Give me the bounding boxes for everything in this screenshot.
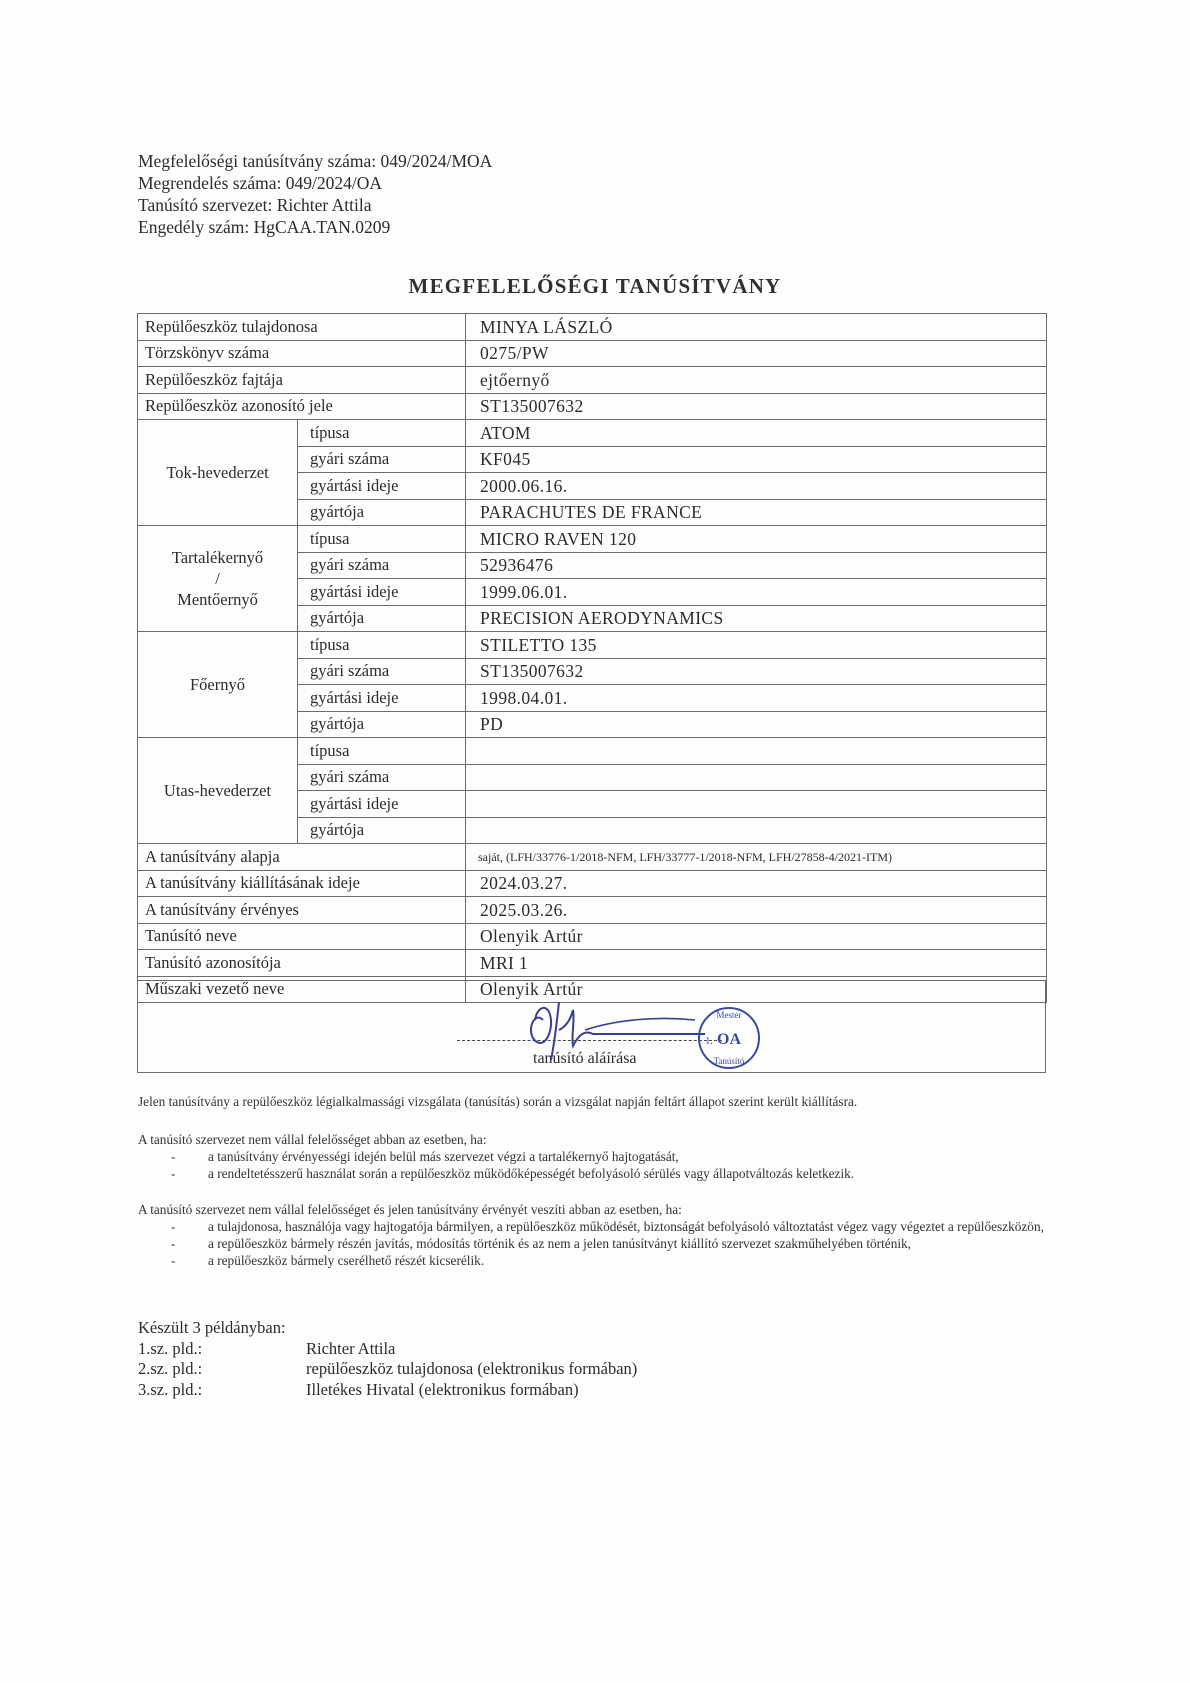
- row-value: 1998.04.01.: [466, 685, 1047, 712]
- row-value: STILETTO 135: [466, 632, 1047, 659]
- sub-label: gyártási ideje: [298, 579, 466, 606]
- row-value: [466, 738, 1047, 765]
- row-label: A tanúsítvány kiállításának ideje: [138, 870, 466, 897]
- list-dash: -: [171, 1253, 176, 1268]
- stamp-text-top: Mester: [716, 1010, 742, 1020]
- paragraph-liability-1: [138, 1131, 1058, 1182]
- row-value: Olenyik Artúr: [466, 923, 1047, 950]
- copy-row: [138, 1379, 579, 1401]
- stamp-text-bottom: Tanúsító: [713, 1056, 745, 1066]
- row-label: Tanúsító neve: [138, 923, 466, 950]
- list-item: [138, 1252, 1058, 1269]
- row-label: Törzskönyv száma: [138, 340, 466, 367]
- certificate-number: Megfelelőségi tanúsítvány száma: 049/2024/MOA: [138, 151, 493, 171]
- copy-label: 2.sz. pld.:: [138, 1359, 203, 1378]
- sub-label: gyártója: [298, 499, 466, 526]
- list-item: [138, 1148, 1058, 1165]
- table-row: [138, 314, 1047, 341]
- list-item: [138, 1235, 1058, 1252]
- official-stamp: [683, 1004, 775, 1074]
- stamp-number: 1.: [705, 1036, 713, 1047]
- sub-label: típusa: [298, 738, 466, 765]
- certifying-organization: Tanúsító szervezet: Richter Attila: [138, 195, 372, 215]
- row-value: ejtőernyő: [466, 367, 1047, 394]
- sub-label: gyári száma: [298, 658, 466, 685]
- row-value: [466, 791, 1047, 818]
- copies-section: [138, 1318, 638, 1400]
- row-label: Repülőeszköz tulajdonosa: [138, 314, 466, 341]
- table-row: [138, 738, 1047, 765]
- paragraph-liability-2: [138, 1201, 1058, 1269]
- copy-recipient: Richter Attila: [306, 1338, 396, 1358]
- list-item: [138, 1165, 1058, 1182]
- row-value: 2025.03.26.: [466, 897, 1047, 924]
- table-row: [138, 367, 1047, 394]
- copies-intro: Készült 3 példányban:: [138, 1318, 286, 1337]
- table-row: [138, 632, 1047, 659]
- row-value: 2000.06.16.: [466, 473, 1047, 500]
- list-item-text: a repülőeszköz bármely cserélhető részét kicserélik.: [208, 1253, 485, 1268]
- row-value: 52936476: [466, 552, 1047, 579]
- table-row: [138, 526, 1047, 553]
- license-number: Engedély szám: HgCAA.TAN.0209: [138, 217, 391, 237]
- row-label: A tanúsítvány érvényes: [138, 897, 466, 924]
- document-title: MEGFELELŐSÉGI TANÚSÍTVÁNY: [408, 274, 782, 298]
- copy-label: 3.sz. pld.:: [138, 1379, 203, 1399]
- paragraph-validity: Jelen tanúsítvány a repülőeszköz légialkalmassági vizsgálata (tanúsítás) során a vizsgálat napján feltárt állapot szerint került kiállításra.: [138, 1094, 858, 1109]
- group-label-line: /: [215, 569, 220, 588]
- list-item-text: a rendeltetésszerű használat során a repülőeszköz működőképességét befolyásoló sérülés vagy állapotváltozás keletkezik.: [208, 1166, 855, 1181]
- table-row: [138, 897, 1047, 924]
- row-value: ST135007632: [466, 393, 1047, 420]
- row-value: 2024.03.27.: [466, 870, 1047, 897]
- row-value: [466, 764, 1047, 791]
- copy-label: 1.sz. pld.:: [138, 1338, 203, 1358]
- row-value: PD: [466, 711, 1047, 738]
- table-row: [138, 420, 1047, 447]
- group-label-line: Tartalékernyő: [171, 548, 264, 567]
- row-value: PRECISION AERODYNAMICS: [466, 605, 1047, 632]
- table-row: [138, 950, 1047, 977]
- sub-label: típusa: [298, 420, 466, 447]
- row-value: MRI 1: [466, 950, 1047, 977]
- order-number: Megrendelés száma: 049/2024/OA: [138, 173, 382, 193]
- sub-label: gyári száma: [298, 764, 466, 791]
- row-value: MINYA LÁSZLÓ: [466, 314, 1047, 341]
- table-row: [138, 923, 1047, 950]
- row-label: Műszaki vezető neve: [138, 976, 466, 1003]
- group-label-harness-container: Tok-hevederzet: [138, 420, 298, 526]
- row-label: Repülőeszköz fajtája: [138, 367, 466, 394]
- table-row: [138, 870, 1047, 897]
- stamp-center: OA: [717, 1031, 741, 1048]
- row-value: ATOM: [466, 420, 1047, 447]
- list-dash: -: [171, 1149, 176, 1164]
- group-label-line: Mentőernyő: [177, 590, 258, 609]
- copy-recipient: Illetékes Hivatal (elektronikus formában): [306, 1379, 579, 1399]
- list-item-text: a repülőeszköz bármely részén javítás, módosítás történik és az nem a jelen tanúsítványt kiállító szervezet szakműhelyében történik,: [208, 1236, 912, 1251]
- table-row: [138, 844, 1047, 871]
- sub-label: gyártója: [298, 605, 466, 632]
- row-value: PARACHUTES DE FRANCE: [466, 499, 1047, 526]
- copy-recipient: repülőeszköz tulajdonosa (elektronikus formában): [306, 1359, 638, 1378]
- row-label: Repülőeszköz azonosító jele: [138, 393, 466, 420]
- sub-label: gyártója: [298, 817, 466, 844]
- certificate-header: [138, 150, 492, 238]
- list-dash: -: [171, 1219, 176, 1234]
- copy-row: [138, 1338, 396, 1360]
- sub-label: gyári száma: [298, 552, 466, 579]
- row-value: MICRO RAVEN 120: [466, 526, 1047, 553]
- group-label-passenger-harness: Utas-hevederzet: [138, 738, 298, 844]
- signature-caption: tanúsító aláírása: [533, 1050, 637, 1067]
- sub-label: típusa: [298, 526, 466, 553]
- table-row: [138, 340, 1047, 367]
- sub-label: gyártási ideje: [298, 791, 466, 818]
- group-label-reserve-parachute: [138, 526, 298, 632]
- list-dash: -: [171, 1166, 176, 1181]
- row-label: A tanúsítvány alapja: [138, 844, 466, 871]
- row-value: saját, (LFH/33776-1/2018-NFM, LFH/33777-1/2018-NFM, LFH/27858-4/2021-ITM): [466, 844, 1047, 871]
- list-item: [138, 1218, 1058, 1235]
- sub-label: gyártási ideje: [298, 473, 466, 500]
- list-item-text: a tanúsítvány érvényességi idején belül más szervezet végzi a tartalékernyő hajtogatását,: [208, 1149, 679, 1164]
- row-value: ST135007632: [466, 658, 1047, 685]
- row-label: Tanúsító azonosítója: [138, 950, 466, 977]
- certificate-table: [137, 313, 1047, 1003]
- row-value: KF045: [466, 446, 1047, 473]
- group-label-main-parachute: Főernyő: [138, 632, 298, 738]
- row-value: 0275/PW: [466, 340, 1047, 367]
- paragraph-intro: A tanúsító szervezet nem vállal felelősséget abban az esetben, ha:: [138, 1132, 487, 1147]
- copy-row: [138, 1359, 638, 1380]
- sub-label: gyártója: [298, 711, 466, 738]
- sub-label: gyári száma: [298, 446, 466, 473]
- row-value: [466, 817, 1047, 844]
- list-dash: -: [171, 1236, 176, 1251]
- row-value: 1999.06.01.: [466, 579, 1047, 606]
- paragraph-intro: A tanúsító szervezet nem vállal felelősséget és jelen tanúsítvány érvényét veszíti abban az esetben, ha:: [138, 1202, 682, 1217]
- row-value: Olenyik Artúr: [466, 976, 1047, 1003]
- sub-label: gyártási ideje: [298, 685, 466, 712]
- table-row: [138, 393, 1047, 420]
- list-item-text: a tulajdonosa, használója vagy hajtogatója bármilyen, a repülőeszköz működését, biztonságát befolyásoló változtatást végez vagy végeztet a repülőeszközön,: [208, 1219, 1044, 1234]
- sub-label: típusa: [298, 632, 466, 659]
